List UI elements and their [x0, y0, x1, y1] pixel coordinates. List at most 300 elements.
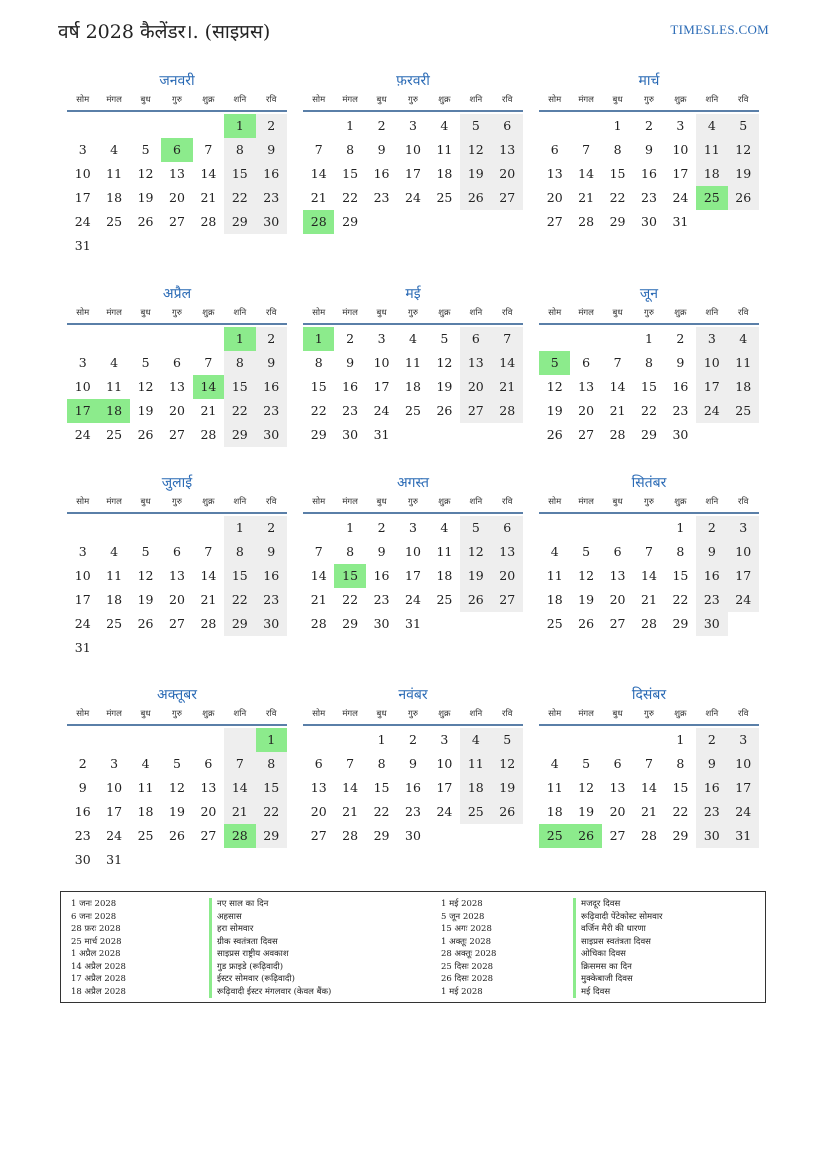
day-cell[interactable]: 4 [110, 544, 119, 559]
day-cell[interactable]: 24 [728, 800, 759, 824]
day-cell[interactable]: 18 [436, 568, 453, 583]
day-cell[interactable]: 15 [256, 776, 287, 800]
holiday-day-cell[interactable]: 17 [67, 399, 98, 423]
day-cell[interactable]: 12 [578, 780, 595, 795]
day-cell[interactable]: 28 [200, 427, 217, 442]
day-cell[interactable]: 24 [74, 214, 91, 229]
day-cell[interactable]: 25 [137, 828, 154, 843]
day-cell[interactable]: 7 [613, 355, 622, 370]
day-cell[interactable]: 11 [460, 752, 491, 776]
day-cell[interactable]: 25 [460, 800, 491, 824]
day-cell[interactable]: 8 [676, 756, 685, 771]
day-cell[interactable]: 4 [409, 331, 417, 346]
day-cell[interactable]: 28 [609, 427, 626, 442]
day-cell[interactable]: 4 [440, 118, 449, 133]
day-cell[interactable]: 14 [342, 780, 359, 795]
day-cell[interactable]: 28 [200, 214, 217, 229]
day-cell[interactable]: 29 [224, 612, 255, 636]
day-cell[interactable]: 15 [672, 780, 689, 795]
day-cell[interactable]: 24 [74, 427, 91, 442]
day-cell[interactable]: 14 [492, 351, 523, 375]
day-cell[interactable]: 20 [169, 592, 185, 607]
day-cell[interactable]: 11 [106, 568, 123, 583]
day-cell[interactable]: 7 [492, 327, 523, 351]
day-cell[interactable]: 4 [550, 544, 559, 559]
day-cell[interactable]: 11 [405, 355, 421, 370]
day-cell[interactable]: 10 [436, 756, 453, 771]
day-cell[interactable]: 22 [224, 186, 255, 210]
day-cell[interactable]: 21 [200, 190, 217, 205]
day-cell[interactable]: 12 [578, 568, 595, 583]
day-cell[interactable]: 24 [106, 828, 123, 843]
day-cell[interactable]: 13 [169, 166, 185, 181]
day-cell[interactable]: 10 [106, 780, 123, 795]
day-cell[interactable]: 14 [200, 166, 217, 181]
day-cell[interactable]: 2 [256, 516, 287, 540]
day-cell[interactable]: 8 [256, 752, 287, 776]
day-cell[interactable]: 24 [672, 190, 689, 205]
day-cell[interactable]: 8 [224, 138, 255, 162]
day-cell[interactable]: 5 [173, 756, 181, 771]
day-cell[interactable]: 15 [342, 166, 359, 181]
day-cell[interactable]: 20 [460, 375, 491, 399]
day-cell[interactable]: 28 [492, 399, 523, 423]
day-cell[interactable]: 30 [342, 427, 359, 442]
day-cell[interactable]: 7 [204, 544, 213, 559]
day-cell[interactable]: 23 [256, 399, 287, 423]
day-cell[interactable]: 16 [373, 166, 390, 181]
day-cell[interactable]: 17 [373, 379, 390, 394]
day-cell[interactable]: 22 [641, 403, 657, 418]
day-cell[interactable]: 23 [405, 804, 421, 819]
day-cell[interactable]: 17 [696, 375, 727, 399]
day-cell[interactable]: 6 [204, 756, 213, 771]
day-cell[interactable]: 2 [78, 756, 87, 771]
day-cell[interactable]: 27 [578, 427, 595, 442]
day-cell[interactable]: 6 [492, 114, 523, 138]
day-cell[interactable]: 24 [74, 616, 91, 631]
day-cell[interactable]: 24 [405, 592, 421, 607]
day-cell[interactable]: 31 [728, 824, 759, 848]
day-cell[interactable]: 22 [256, 800, 287, 824]
brand-logo[interactable]: TIMESLES.COM [670, 22, 769, 37]
day-cell[interactable]: 19 [460, 564, 491, 588]
day-cell[interactable]: 8 [613, 142, 622, 157]
day-cell[interactable]: 26 [546, 427, 563, 442]
day-cell[interactable]: 26 [436, 403, 453, 418]
day-cell[interactable]: 30 [641, 214, 657, 229]
day-cell[interactable]: 14 [578, 166, 595, 181]
holiday-day-cell[interactable]: 5 [539, 351, 570, 375]
day-cell[interactable]: 14 [310, 166, 327, 181]
day-cell[interactable]: 22 [224, 399, 255, 423]
holiday-day-cell[interactable]: 28 [224, 824, 255, 848]
day-cell[interactable]: 11 [546, 568, 563, 583]
day-cell[interactable]: 26 [460, 588, 491, 612]
holiday-day-cell[interactable]: 14 [193, 375, 224, 399]
day-cell[interactable]: 20 [169, 190, 185, 205]
day-cell[interactable]: 29 [672, 828, 689, 843]
day-cell[interactable]: 18 [728, 375, 759, 399]
day-cell[interactable]: 16 [405, 780, 421, 795]
day-cell[interactable]: 5 [460, 516, 491, 540]
day-cell[interactable]: 27 [609, 828, 626, 843]
day-cell[interactable]: 19 [436, 379, 453, 394]
day-cell[interactable]: 3 [696, 327, 727, 351]
day-cell[interactable]: 11 [106, 379, 123, 394]
day-cell[interactable]: 20 [609, 592, 626, 607]
day-cell[interactable]: 5 [141, 544, 150, 559]
day-cell[interactable]: 6 [613, 756, 622, 771]
day-cell[interactable]: 8 [377, 756, 386, 771]
day-cell[interactable]: 20 [492, 564, 523, 588]
day-cell[interactable]: 3 [409, 520, 417, 535]
day-cell[interactable]: 12 [492, 752, 523, 776]
day-cell[interactable]: 26 [728, 186, 759, 210]
day-cell[interactable]: 21 [578, 190, 595, 205]
day-cell[interactable]: 26 [137, 616, 154, 631]
day-cell[interactable]: 13 [460, 351, 491, 375]
holiday-day-cell[interactable]: 1 [303, 327, 334, 351]
day-cell[interactable]: 29 [672, 616, 689, 631]
day-cell[interactable]: 3 [676, 118, 685, 133]
day-cell[interactable]: 17 [672, 166, 689, 181]
day-cell[interactable]: 3 [440, 732, 449, 747]
day-cell[interactable]: 1 [346, 118, 355, 133]
day-cell[interactable]: 12 [137, 379, 154, 394]
day-cell[interactable]: 3 [377, 331, 386, 346]
day-cell[interactable]: 4 [440, 520, 449, 535]
day-cell[interactable]: 15 [224, 162, 255, 186]
day-cell[interactable]: 25 [106, 616, 123, 631]
day-cell[interactable]: 14 [224, 776, 255, 800]
day-cell[interactable]: 26 [137, 214, 154, 229]
day-cell[interactable]: 30 [672, 427, 689, 442]
day-cell[interactable]: 26 [578, 616, 595, 631]
day-cell[interactable]: 10 [373, 355, 390, 370]
day-cell[interactable]: 10 [728, 752, 759, 776]
day-cell[interactable]: 21 [641, 592, 657, 607]
day-cell[interactable]: 30 [74, 852, 91, 867]
day-cell[interactable]: 14 [310, 568, 327, 583]
day-cell[interactable]: 5 [141, 142, 150, 157]
day-cell[interactable]: 1 [613, 118, 622, 133]
day-cell[interactable]: 8 [645, 355, 653, 370]
day-cell[interactable]: 20 [169, 403, 185, 418]
day-cell[interactable]: 22 [373, 804, 390, 819]
day-cell[interactable]: 12 [460, 138, 491, 162]
day-cell[interactable]: 27 [310, 828, 327, 843]
day-cell[interactable]: 27 [169, 427, 185, 442]
day-cell[interactable]: 14 [609, 379, 626, 394]
day-cell[interactable]: 10 [696, 351, 727, 375]
day-cell[interactable]: 30 [373, 616, 390, 631]
day-cell[interactable]: 16 [373, 568, 390, 583]
day-cell[interactable]: 17 [405, 568, 421, 583]
day-cell[interactable]: 16 [342, 379, 359, 394]
day-cell[interactable]: 3 [78, 544, 87, 559]
day-cell[interactable]: 24 [373, 403, 390, 418]
day-cell[interactable]: 27 [609, 616, 626, 631]
day-cell[interactable]: 22 [609, 190, 626, 205]
day-cell[interactable]: 4 [460, 728, 491, 752]
day-cell[interactable]: 21 [224, 800, 255, 824]
day-cell[interactable]: 7 [204, 355, 213, 370]
day-cell[interactable]: 16 [672, 379, 689, 394]
day-cell[interactable]: 24 [405, 190, 421, 205]
day-cell[interactable]: 13 [609, 568, 626, 583]
day-cell[interactable]: 29 [609, 214, 626, 229]
day-cell[interactable]: 13 [169, 568, 185, 583]
day-cell[interactable]: 15 [224, 564, 255, 588]
day-cell[interactable]: 19 [460, 162, 491, 186]
day-cell[interactable]: 21 [310, 592, 327, 607]
day-cell[interactable]: 28 [342, 828, 359, 843]
day-cell[interactable]: 8 [224, 540, 255, 564]
day-cell[interactable]: 13 [546, 166, 563, 181]
day-cell[interactable]: 29 [224, 423, 255, 447]
day-cell[interactable]: 20 [492, 162, 523, 186]
day-cell[interactable]: 9 [377, 142, 386, 157]
day-cell[interactable]: 30 [256, 210, 287, 234]
day-cell[interactable]: 9 [676, 355, 685, 370]
day-cell[interactable]: 9 [256, 138, 287, 162]
day-cell[interactable]: 1 [377, 732, 386, 747]
holiday-day-cell[interactable]: 25 [696, 186, 727, 210]
day-cell[interactable]: 17 [728, 776, 759, 800]
day-cell[interactable]: 8 [346, 142, 355, 157]
day-cell[interactable]: 26 [137, 427, 154, 442]
holiday-day-cell[interactable]: 18 [98, 399, 129, 423]
day-cell[interactable]: 16 [696, 564, 727, 588]
day-cell[interactable]: 23 [696, 800, 727, 824]
day-cell[interactable]: 13 [492, 540, 523, 564]
day-cell[interactable]: 22 [672, 804, 689, 819]
day-cell[interactable]: 12 [460, 540, 491, 564]
day-cell[interactable]: 28 [310, 616, 327, 631]
day-cell[interactable]: 25 [436, 190, 453, 205]
day-cell[interactable]: 19 [169, 804, 185, 819]
day-cell[interactable]: 14 [200, 568, 217, 583]
day-cell[interactable]: 21 [609, 403, 626, 418]
day-cell[interactable]: 22 [672, 592, 689, 607]
day-cell[interactable]: 19 [578, 592, 595, 607]
day-cell[interactable]: 18 [546, 804, 563, 819]
holiday-day-cell[interactable]: 1 [224, 114, 255, 138]
day-cell[interactable]: 10 [74, 166, 91, 181]
day-cell[interactable]: 4 [141, 756, 150, 771]
day-cell[interactable]: 27 [546, 214, 563, 229]
day-cell[interactable]: 16 [256, 375, 287, 399]
day-cell[interactable]: 23 [373, 190, 390, 205]
day-cell[interactable]: 9 [256, 351, 287, 375]
day-cell[interactable]: 26 [460, 186, 491, 210]
day-cell[interactable]: 19 [137, 592, 154, 607]
holiday-day-cell[interactable]: 1 [224, 327, 255, 351]
day-cell[interactable]: 6 [314, 756, 323, 771]
day-cell[interactable]: 23 [641, 190, 657, 205]
day-cell[interactable]: 14 [641, 780, 657, 795]
day-cell[interactable]: 24 [728, 588, 759, 612]
day-cell[interactable]: 23 [256, 186, 287, 210]
day-cell[interactable]: 7 [645, 544, 653, 559]
day-cell[interactable]: 6 [173, 544, 181, 559]
day-cell[interactable]: 30 [256, 423, 287, 447]
day-cell[interactable]: 29 [310, 427, 327, 442]
holiday-day-cell[interactable]: 26 [570, 824, 601, 848]
day-cell[interactable]: 20 [578, 403, 595, 418]
day-cell[interactable]: 18 [696, 162, 727, 186]
day-cell[interactable]: 11 [696, 138, 727, 162]
day-cell[interactable]: 17 [436, 780, 453, 795]
day-cell[interactable]: 21 [310, 190, 327, 205]
day-cell[interactable]: 28 [200, 616, 217, 631]
day-cell[interactable]: 5 [582, 756, 591, 771]
day-cell[interactable]: 19 [492, 776, 523, 800]
day-cell[interactable]: 29 [342, 616, 359, 631]
day-cell[interactable]: 6 [550, 142, 559, 157]
holiday-day-cell[interactable]: 6 [161, 138, 192, 162]
day-cell[interactable]: 4 [110, 142, 119, 157]
holiday-day-cell[interactable]: 1 [256, 728, 287, 752]
day-cell[interactable]: 21 [492, 375, 523, 399]
day-cell[interactable]: 11 [436, 544, 453, 559]
day-cell[interactable]: 28 [641, 616, 657, 631]
day-cell[interactable]: 23 [74, 828, 91, 843]
day-cell[interactable]: 23 [373, 592, 390, 607]
day-cell[interactable]: 7 [224, 752, 255, 776]
day-cell[interactable]: 10 [728, 540, 759, 564]
day-cell[interactable]: 2 [256, 114, 287, 138]
day-cell[interactable]: 2 [676, 331, 685, 346]
day-cell[interactable]: 17 [728, 564, 759, 588]
day-cell[interactable]: 31 [74, 640, 91, 655]
day-cell[interactable]: 27 [169, 616, 185, 631]
day-cell[interactable]: 15 [224, 375, 255, 399]
day-cell[interactable]: 31 [672, 214, 689, 229]
day-cell[interactable]: 24 [436, 804, 453, 819]
day-cell[interactable]: 18 [137, 804, 154, 819]
day-cell[interactable]: 6 [613, 544, 622, 559]
day-cell[interactable]: 31 [74, 238, 91, 253]
day-cell[interactable]: 18 [405, 379, 421, 394]
day-cell[interactable]: 9 [409, 756, 417, 771]
day-cell[interactable]: 28 [578, 214, 595, 229]
day-cell[interactable]: 29 [342, 214, 359, 229]
day-cell[interactable]: 6 [492, 516, 523, 540]
day-cell[interactable]: 27 [200, 828, 217, 843]
day-cell[interactable]: 8 [346, 544, 355, 559]
day-cell[interactable]: 8 [314, 355, 323, 370]
day-cell[interactable]: 21 [342, 804, 359, 819]
day-cell[interactable]: 1 [645, 331, 653, 346]
day-cell[interactable]: 27 [169, 214, 185, 229]
day-cell[interactable]: 3 [409, 118, 417, 133]
day-cell[interactable]: 26 [492, 800, 523, 824]
day-cell[interactable]: 12 [169, 780, 185, 795]
day-cell[interactable]: 2 [696, 516, 727, 540]
day-cell[interactable]: 3 [78, 355, 87, 370]
day-cell[interactable]: 27 [460, 399, 491, 423]
day-cell[interactable]: 18 [546, 592, 563, 607]
day-cell[interactable]: 15 [641, 379, 657, 394]
day-cell[interactable]: 3 [110, 756, 119, 771]
day-cell[interactable]: 12 [137, 568, 154, 583]
day-cell[interactable]: 13 [609, 780, 626, 795]
day-cell[interactable]: 29 [224, 210, 255, 234]
day-cell[interactable]: 8 [224, 351, 255, 375]
day-cell[interactable]: 15 [373, 780, 390, 795]
day-cell[interactable]: 24 [696, 399, 727, 423]
day-cell[interactable]: 31 [405, 616, 421, 631]
day-cell[interactable]: 22 [224, 588, 255, 612]
day-cell[interactable]: 21 [200, 592, 217, 607]
day-cell[interactable]: 9 [696, 540, 727, 564]
day-cell[interactable]: 16 [256, 162, 287, 186]
day-cell[interactable]: 25 [106, 214, 123, 229]
day-cell[interactable]: 4 [110, 355, 119, 370]
day-cell[interactable]: 19 [546, 403, 563, 418]
day-cell[interactable]: 13 [200, 780, 217, 795]
day-cell[interactable]: 23 [672, 403, 689, 418]
day-cell[interactable]: 14 [641, 568, 657, 583]
day-cell[interactable]: 20 [310, 804, 327, 819]
day-cell[interactable]: 2 [377, 520, 386, 535]
day-cell[interactable]: 15 [310, 379, 327, 394]
day-cell[interactable]: 2 [346, 331, 355, 346]
day-cell[interactable]: 16 [74, 804, 91, 819]
day-cell[interactable]: 10 [74, 379, 91, 394]
day-cell[interactable]: 3 [728, 728, 759, 752]
day-cell[interactable]: 22 [310, 403, 327, 418]
day-cell[interactable]: 27 [492, 186, 523, 210]
day-cell[interactable]: 11 [436, 142, 453, 157]
day-cell[interactable]: 10 [405, 142, 421, 157]
day-cell[interactable]: 7 [346, 756, 355, 771]
day-cell[interactable]: 16 [696, 776, 727, 800]
day-cell[interactable]: 30 [405, 828, 421, 843]
day-cell[interactable]: 9 [377, 544, 386, 559]
day-cell[interactable]: 19 [578, 804, 595, 819]
day-cell[interactable]: 16 [641, 166, 657, 181]
day-cell[interactable]: 18 [436, 166, 453, 181]
day-cell[interactable]: 2 [256, 327, 287, 351]
day-cell[interactable]: 9 [696, 752, 727, 776]
day-cell[interactable]: 17 [74, 592, 91, 607]
day-cell[interactable]: 26 [169, 828, 185, 843]
day-cell[interactable]: 7 [582, 142, 591, 157]
day-cell[interactable]: 1 [346, 520, 355, 535]
day-cell[interactable]: 3 [78, 142, 87, 157]
day-cell[interactable]: 11 [137, 780, 154, 795]
day-cell[interactable]: 12 [546, 379, 563, 394]
day-cell[interactable]: 9 [645, 142, 653, 157]
day-cell[interactable]: 2 [409, 732, 417, 747]
day-cell[interactable]: 1 [224, 516, 255, 540]
day-cell[interactable]: 11 [728, 351, 759, 375]
day-cell[interactable]: 11 [546, 780, 563, 795]
day-cell[interactable]: 4 [728, 327, 759, 351]
day-cell[interactable]: 21 [200, 403, 217, 418]
day-cell[interactable]: 12 [436, 355, 453, 370]
day-cell[interactable]: 5 [492, 728, 523, 752]
day-cell[interactable]: 9 [256, 540, 287, 564]
day-cell[interactable]: 29 [256, 824, 287, 848]
day-cell[interactable]: 5 [728, 114, 759, 138]
day-cell[interactable]: 17 [405, 166, 421, 181]
day-cell[interactable]: 25 [436, 592, 453, 607]
day-cell[interactable]: 6 [460, 327, 491, 351]
